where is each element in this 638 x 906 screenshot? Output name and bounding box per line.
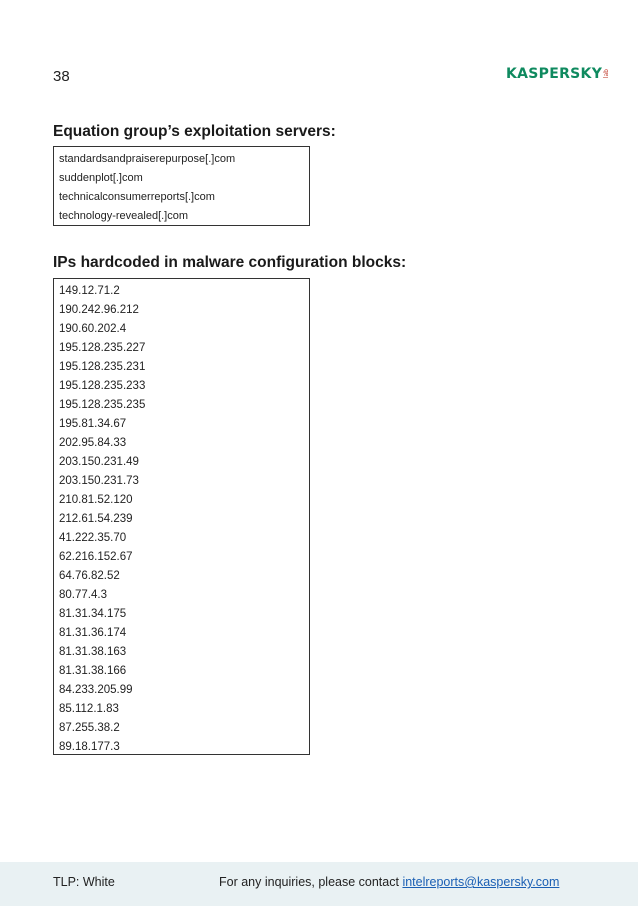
ip-address-item: 190.60.202.4 [59,323,127,335]
ip-address-item: 87.255.38.2 [59,722,120,734]
ip-address-item: 84.233.205.99 [59,684,133,696]
ip-address-item: 210.81.52.120 [59,494,133,506]
footer-bar [0,862,638,906]
servers-list-box [53,146,310,226]
server-domain-item: suddenplot[.]com [59,172,143,184]
ip-address-item: 81.31.36.174 [59,627,127,639]
ip-address-item: 202.95.84.33 [59,437,127,449]
ip-address-item: 85.112.1.83 [59,703,119,715]
ip-address-item: 64.76.82.52 [59,570,120,582]
ip-address-item: 81.31.34.175 [59,608,127,620]
kaspersky-logo [506,66,610,82]
ip-address-item: 190.242.96.212 [59,304,139,316]
server-domain-item: technology-revealed[.]com [59,210,189,222]
ip-address-item: 80.77.4.3 [59,589,107,601]
contact-email-link[interactable]: intelreports@kaspersky.com [402,875,560,889]
ip-address-item: 195.128.235.227 [59,342,146,354]
contact-prefix: For any inquiries, please contact [219,875,403,889]
ip-address-item: 212.61.54.239 [59,513,133,525]
ip-address-item: 195.128.235.235 [59,399,146,411]
ip-address-item: 81.31.38.163 [59,646,127,658]
ip-address-item: 81.31.38.166 [59,665,127,677]
page-number: 38 [53,68,70,85]
ip-address-item: 203.150.231.73 [59,475,139,487]
contact-text [219,875,559,889]
servers-heading: Equation group’s exploitation servers: [53,123,336,140]
ip-address-item: 89.18.177.3 [59,741,120,753]
ips-list-box [53,278,310,755]
logo-lab-mark: lab [603,69,611,79]
ips-heading: IPs hardcoded in malware configuration blocks: [53,254,407,271]
ip-address-item: 62.216.152.67 [59,551,133,563]
server-domain-item: technicalconsumerreports[.]com [59,191,215,203]
server-domain-item: standardsandpraiserepurpose[.]com [59,153,236,165]
ip-address-item: 203.150.231.49 [59,456,139,468]
logo-wordmark: KASPERSKY [506,66,603,82]
tlp-label: TLP: White [53,875,115,889]
ip-address-item: 195.81.34.67 [59,418,127,430]
ip-address-item: 41.222.35.70 [59,532,127,544]
ip-address-item: 195.128.235.231 [59,361,146,373]
ip-address-item: 195.128.235.233 [59,380,146,392]
ip-address-item: 149.12.71.2 [59,285,120,297]
